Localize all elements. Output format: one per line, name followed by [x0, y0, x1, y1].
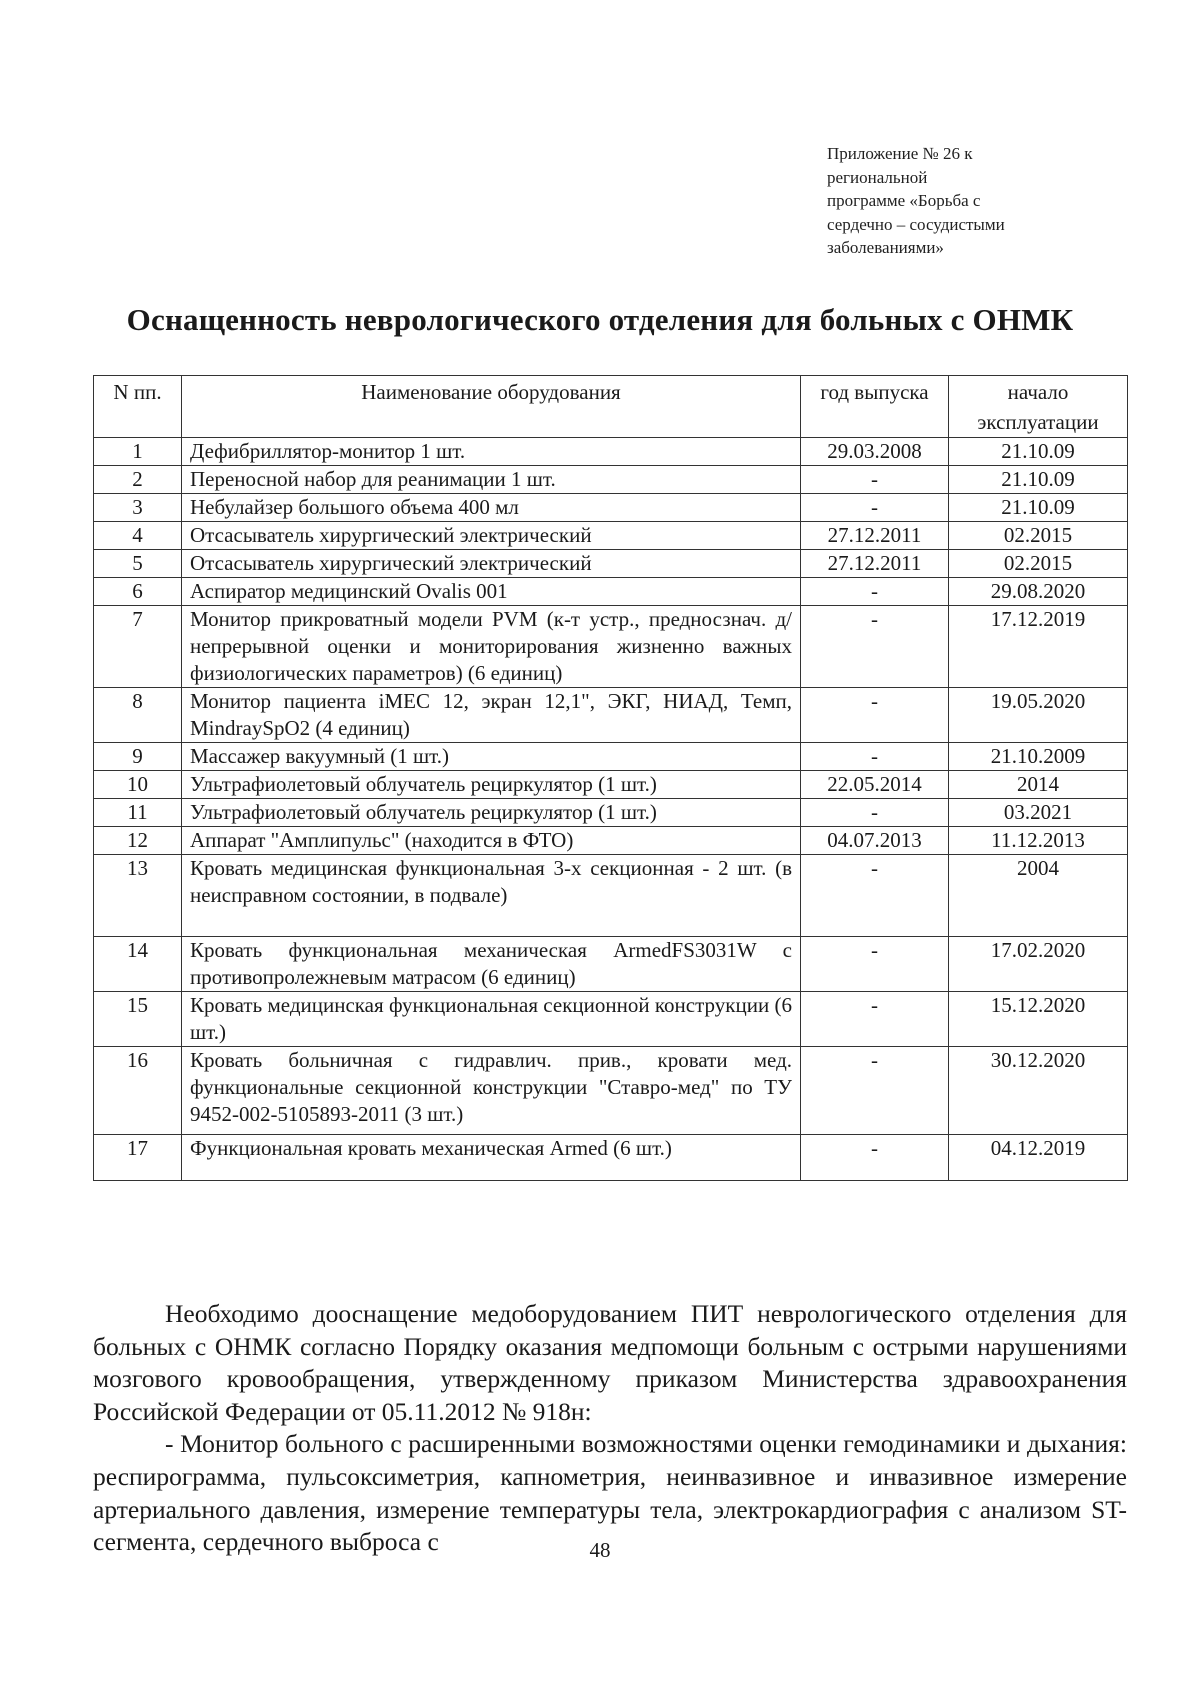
body-text — [93, 1298, 1127, 1559]
row-number: 1 — [94, 438, 182, 466]
row-number: 6 — [94, 578, 182, 606]
row-start-date: 19.05.2020 — [949, 688, 1128, 743]
row-equipment-name: Монитор прикроватный модели PVM (к-т устр., предносзнач. д/непрерывной оценки и мониторирования жизненно важных физиологических параметров) (6 единиц) — [182, 606, 801, 688]
row-number: 15 — [94, 992, 182, 1047]
row-equipment-name: Аспиратор медицинский Ovalis 001 — [182, 578, 801, 606]
table-row — [94, 992, 1128, 1047]
body-paragraph: - Монитор больного с расширенными возможностями оценки гемодинамики и дыхания: респирограмма, пульсоксиметрия, капнометрия, неинвазивное и инвазивное измерение артериального давления, измерение температуры тела, электрокардиография с анализом ST-сегмента, сердечного выброса с — [93, 1429, 1127, 1557]
row-start-date: 29.08.2020 — [949, 578, 1128, 606]
row-year: 04.07.2013 — [801, 827, 949, 855]
row-equipment-name: Кровать медицинская функциональная 3-х секционная - 2 шт. (в неисправном состоянии, в подвале) — [182, 855, 801, 937]
table-row — [94, 827, 1128, 855]
row-start-date: 2004 — [949, 855, 1128, 937]
row-equipment-name: Кровать функциональная механическая ArmedFS3031W с противопролежневым матрасом (6 единиц) — [182, 937, 801, 992]
row-number: 11 — [94, 799, 182, 827]
table-row — [94, 438, 1128, 466]
table-row — [94, 799, 1128, 827]
row-year: 22.05.2014 — [801, 771, 949, 799]
row-year: - — [801, 578, 949, 606]
row-year: - — [801, 799, 949, 827]
row-year: - — [801, 1135, 949, 1181]
table-row — [94, 1047, 1128, 1135]
row-start-date: 04.12.2019 — [949, 1135, 1128, 1181]
row-number: 4 — [94, 522, 182, 550]
row-number: 10 — [94, 771, 182, 799]
row-year: - — [801, 688, 949, 743]
header-num: N пп. — [94, 376, 182, 438]
row-start-date: 17.12.2019 — [949, 606, 1128, 688]
table-row — [94, 743, 1128, 771]
table-row — [94, 606, 1128, 688]
row-equipment-name: Отсасыватель хирургический электрический — [182, 522, 801, 550]
row-number: 8 — [94, 688, 182, 743]
table-row — [94, 1135, 1128, 1181]
row-start-date: 02.2015 — [949, 522, 1128, 550]
row-year: 27.12.2011 — [801, 550, 949, 578]
row-start-date: 15.12.2020 — [949, 992, 1128, 1047]
row-start-date: 21.10.09 — [949, 494, 1128, 522]
row-year: - — [801, 992, 949, 1047]
row-equipment-name: Ультрафиолетовый облучатель рециркулятор (1 шт.) — [182, 771, 801, 799]
appendix-line: сердечно – сосудистыми — [827, 214, 1005, 234]
table-row — [94, 937, 1128, 992]
appendix-line: Приложение № 26 к — [827, 144, 973, 163]
row-year: - — [801, 494, 949, 522]
row-equipment-name: Кровать больничная с гидравлич. прив., кровати мед. функциональные секционной конструкции "Ставро-мед" по ТУ 9452-002-5105893-2011 (3 шт.) — [182, 1047, 801, 1135]
row-equipment-name: Отсасыватель хирургический электрический — [182, 550, 801, 578]
row-number: 3 — [94, 494, 182, 522]
row-number: 12 — [94, 827, 182, 855]
table-row — [94, 855, 1128, 937]
row-number: 7 — [94, 606, 182, 688]
row-year: - — [801, 1047, 949, 1135]
row-year: 29.03.2008 — [801, 438, 949, 466]
row-start-date: 17.02.2020 — [949, 937, 1128, 992]
row-equipment-name: Функциональная кровать механическая Armed (6 шт.) — [182, 1135, 801, 1181]
row-year: - — [801, 606, 949, 688]
row-start-date: 2014 — [949, 771, 1128, 799]
row-number: 16 — [94, 1047, 182, 1135]
table-row — [94, 494, 1128, 522]
row-equipment-name: Монитор пациента iMEC 12, экран 12,1", ЭКГ, НИАД, Темп, MindraySpO2 (4 единиц) — [182, 688, 801, 743]
appendix-line-text: программе «Борьба с — [827, 191, 981, 211]
table-row — [94, 688, 1128, 743]
row-number: 14 — [94, 937, 182, 992]
row-equipment-name: Ультрафиолетовый облучатель рециркулятор (1 шт.) — [182, 799, 801, 827]
header-name: Наименование оборудования — [182, 376, 801, 438]
table-header-row — [94, 376, 1128, 438]
table-row — [94, 466, 1128, 494]
row-year: - — [801, 743, 949, 771]
header-start: начало эксплуатации — [949, 376, 1128, 438]
table-row — [94, 522, 1128, 550]
row-start-date: 03.2021 — [949, 799, 1128, 827]
row-year: - — [801, 466, 949, 494]
row-start-date: 21.10.2009 — [949, 743, 1128, 771]
document-title: Оснащенность неврологического отделения для больных с ОНМК — [126, 302, 1074, 337]
row-start-date: 30.12.2020 — [949, 1047, 1128, 1135]
row-equipment-name: Переносной набор для реанимации 1 шт. — [182, 466, 801, 494]
row-year: - — [801, 937, 949, 992]
page-number: 48 — [589, 1538, 611, 1562]
row-year: - — [801, 855, 949, 937]
row-year: 27.12.2011 — [801, 522, 949, 550]
row-start-date: 21.10.09 — [949, 466, 1128, 494]
table-row — [94, 771, 1128, 799]
row-equipment-name: Небулайзер большого объема 400 мл — [182, 494, 801, 522]
row-equipment-name: Кровать медицинская функциональная секционной конструкции (6 шт.) — [182, 992, 801, 1047]
row-equipment-name: Массажер вакуумный (1 шт.) — [182, 743, 801, 771]
row-equipment-name: Дефибриллятор-монитор 1 шт. — [182, 438, 801, 466]
row-number: 13 — [94, 855, 182, 937]
row-start-date: 11.12.2013 — [949, 827, 1128, 855]
row-number: 9 — [94, 743, 182, 771]
row-equipment-name: Аппарат "Амплипульс" (находится в ФТО) — [182, 827, 801, 855]
row-number: 2 — [94, 466, 182, 494]
appendix-line: заболеваниями» — [827, 238, 944, 258]
body-paragraph: Необходимо дооснащение медоборудованием ПИТ неврологического отделения для больных с ОНМК согласно Порядку оказания медпомощи больным с острыми нарушениями мозгового кровообращения, утвержденному приказом Министерства здравоохранения Российской Федерации от 05.11.2012 № 918н: — [93, 1299, 1127, 1426]
table-row — [94, 550, 1128, 578]
row-start-date: 02.2015 — [949, 550, 1128, 578]
appendix-note — [827, 142, 1042, 260]
appendix-line — [827, 189, 1042, 213]
row-number: 17 — [94, 1135, 182, 1181]
equipment-table — [93, 375, 1128, 1181]
header-year: год выпуска — [801, 376, 949, 438]
row-number: 5 — [94, 550, 182, 578]
row-start-date: 21.10.09 — [949, 438, 1128, 466]
appendix-line: региональной — [827, 167, 928, 187]
table-row — [94, 578, 1128, 606]
